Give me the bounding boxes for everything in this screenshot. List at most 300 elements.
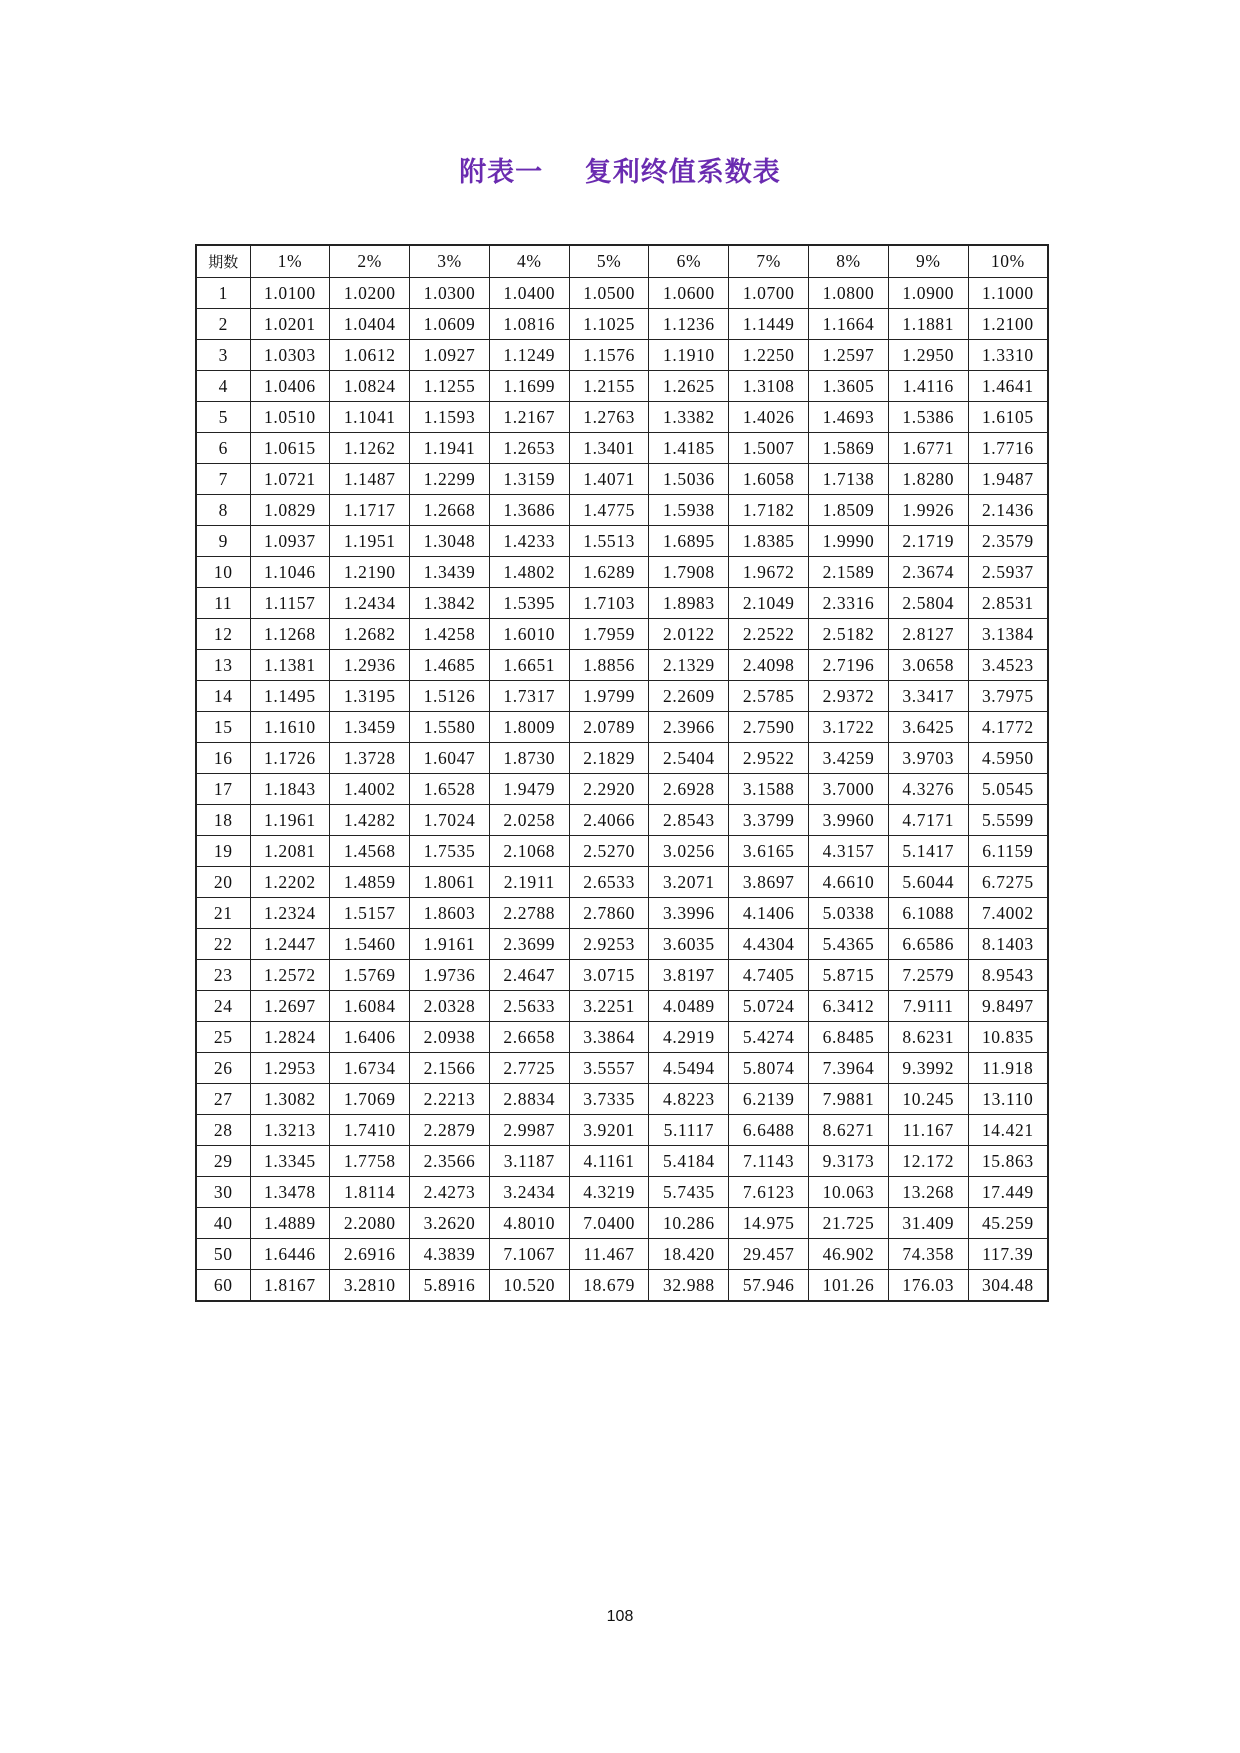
factor-cell: 1.5513 [569, 526, 649, 557]
factor-cell: 2.5182 [809, 619, 889, 650]
period-cell: 24 [196, 991, 250, 1022]
factor-cell: 7.3964 [809, 1053, 889, 1084]
factor-cell: 1.1664 [809, 309, 889, 340]
factor-cell: 1.2953 [250, 1053, 330, 1084]
factor-cell: 1.1262 [330, 433, 410, 464]
period-cell: 20 [196, 867, 250, 898]
period-cell: 3 [196, 340, 250, 371]
table-header-row [196, 245, 1048, 278]
factor-cell: 1.2682 [330, 619, 410, 650]
table-row [196, 805, 1048, 836]
factor-cell: 46.902 [809, 1239, 889, 1270]
factor-cell: 1.7138 [809, 464, 889, 495]
factor-cell: 3.6165 [729, 836, 809, 867]
factor-cell: 4.8010 [489, 1208, 569, 1239]
factor-cell: 1.3459 [330, 712, 410, 743]
factor-cell: 1.1717 [330, 495, 410, 526]
factor-cell: 11.467 [569, 1239, 649, 1270]
factor-cell: 1.7182 [729, 495, 809, 526]
table-row [196, 340, 1048, 371]
factor-cell: 1.0700 [729, 278, 809, 309]
factor-cell: 3.9703 [888, 743, 968, 774]
factor-cell: 3.7000 [809, 774, 889, 805]
factor-cell: 2.8543 [649, 805, 729, 836]
table-row [196, 495, 1048, 526]
period-cell: 26 [196, 1053, 250, 1084]
factor-cell: 32.988 [649, 1270, 729, 1302]
factor-cell: 1.2324 [250, 898, 330, 929]
factor-cell: 304.48 [968, 1270, 1048, 1302]
factor-cell: 1.4685 [410, 650, 490, 681]
factor-cell: 1.3686 [489, 495, 569, 526]
factor-cell: 2.8127 [888, 619, 968, 650]
rate-column-header: 9% [888, 245, 968, 278]
table-row [196, 402, 1048, 433]
factor-cell: 1.4641 [968, 371, 1048, 402]
factor-cell: 1.7024 [410, 805, 490, 836]
factor-cell: 1.4258 [410, 619, 490, 650]
factor-cell: 1.5386 [888, 402, 968, 433]
rate-column-header: 6% [649, 245, 729, 278]
factor-cell: 2.2213 [410, 1084, 490, 1115]
table-row [196, 991, 1048, 1022]
factor-cell: 8.6271 [809, 1115, 889, 1146]
factor-cell: 5.0545 [968, 774, 1048, 805]
factor-cell: 2.1329 [649, 650, 729, 681]
factor-cell: 7.0400 [569, 1208, 649, 1239]
factor-cell: 1.1881 [888, 309, 968, 340]
factor-cell: 10.520 [489, 1270, 569, 1302]
factor-cell: 1.6105 [968, 402, 1048, 433]
factor-cell: 1.8061 [410, 867, 490, 898]
factor-cell: 1.0927 [410, 340, 490, 371]
factor-cell: 1.9990 [809, 526, 889, 557]
factor-cell: 2.6928 [649, 774, 729, 805]
factor-cell: 2.7725 [489, 1053, 569, 1084]
page-number: 108 [606, 1608, 634, 1625]
factor-cell: 1.4185 [649, 433, 729, 464]
factor-cell: 1.6289 [569, 557, 649, 588]
factor-cell: 1.3195 [330, 681, 410, 712]
factor-cell: 8.9543 [968, 960, 1048, 991]
factor-cell: 1.8983 [649, 588, 729, 619]
factor-cell: 6.2139 [729, 1084, 809, 1115]
factor-cell: 2.4647 [489, 960, 569, 991]
factor-cell: 6.6488 [729, 1115, 809, 1146]
factor-cell: 1.0721 [250, 464, 330, 495]
period-cell: 21 [196, 898, 250, 929]
factor-cell: 13.110 [968, 1084, 1048, 1115]
factor-cell: 1.8167 [250, 1270, 330, 1302]
factor-cell: 1.1268 [250, 619, 330, 650]
factor-cell: 2.3674 [888, 557, 968, 588]
factor-cell: 4.1772 [968, 712, 1048, 743]
table-row [196, 650, 1048, 681]
factor-cell: 10.245 [888, 1084, 968, 1115]
factor-cell: 1.1495 [250, 681, 330, 712]
factor-cell: 4.3839 [410, 1239, 490, 1270]
factor-cell: 2.1068 [489, 836, 569, 867]
factor-cell: 2.5785 [729, 681, 809, 712]
table-row [196, 960, 1048, 991]
period-cell: 1 [196, 278, 250, 309]
factor-cell: 1.4116 [888, 371, 968, 402]
factor-cell: 2.2609 [649, 681, 729, 712]
factor-cell: 2.7860 [569, 898, 649, 929]
table-row [196, 774, 1048, 805]
factor-cell: 1.0600 [649, 278, 729, 309]
factor-cell: 1.4071 [569, 464, 649, 495]
table-row [196, 433, 1048, 464]
period-cell: 29 [196, 1146, 250, 1177]
factor-cell: 1.2190 [330, 557, 410, 588]
factor-cell: 2.3579 [968, 526, 1048, 557]
factor-cell: 3.2434 [489, 1177, 569, 1208]
factor-cell: 1.0937 [250, 526, 330, 557]
factor-cell: 1.9672 [729, 557, 809, 588]
factor-cell: 2.3699 [489, 929, 569, 960]
factor-cell: 12.172 [888, 1146, 968, 1177]
factor-cell: 1.8603 [410, 898, 490, 929]
factor-cell: 2.2788 [489, 898, 569, 929]
factor-cell: 3.1384 [968, 619, 1048, 650]
factor-cell: 5.8916 [410, 1270, 490, 1302]
factor-cell: 3.6035 [649, 929, 729, 960]
factor-cell: 1.6084 [330, 991, 410, 1022]
factor-cell: 1.0510 [250, 402, 330, 433]
factor-cell: 11.167 [888, 1115, 968, 1146]
factor-cell: 4.2919 [649, 1022, 729, 1053]
table-row [196, 867, 1048, 898]
factor-cell: 1.7535 [410, 836, 490, 867]
table-row [196, 619, 1048, 650]
factor-cell: 7.2579 [888, 960, 968, 991]
period-cell: 11 [196, 588, 250, 619]
factor-cell: 2.4098 [729, 650, 809, 681]
factor-cell: 1.6895 [649, 526, 729, 557]
factor-cell: 1.0300 [410, 278, 490, 309]
factor-cell: 2.2080 [330, 1208, 410, 1239]
factor-cell: 1.4802 [489, 557, 569, 588]
factor-cell: 1.8856 [569, 650, 649, 681]
factor-cell: 2.9372 [809, 681, 889, 712]
page-title: 附表一 复利终值系数表 [459, 157, 781, 188]
table-row [196, 743, 1048, 774]
factor-cell: 1.6734 [330, 1053, 410, 1084]
factor-cell: 3.0658 [888, 650, 968, 681]
factor-cell: 7.1067 [489, 1239, 569, 1270]
factor-cell: 11.918 [968, 1053, 1048, 1084]
factor-cell: 1.0824 [330, 371, 410, 402]
factor-cell: 1.5869 [809, 433, 889, 464]
factor-cell: 1.3310 [968, 340, 1048, 371]
factor-cell: 2.6533 [569, 867, 649, 898]
table-row [196, 526, 1048, 557]
factor-cell: 18.679 [569, 1270, 649, 1302]
factor-cell: 1.0100 [250, 278, 330, 309]
factor-cell: 1.5395 [489, 588, 569, 619]
table-row [196, 898, 1048, 929]
factor-cell: 7.9111 [888, 991, 968, 1022]
factor-cell: 9.3992 [888, 1053, 968, 1084]
factor-cell: 176.03 [888, 1270, 968, 1302]
factor-cell: 4.1406 [729, 898, 809, 929]
factor-cell: 1.3082 [250, 1084, 330, 1115]
factor-cell: 2.5937 [968, 557, 1048, 588]
factor-cell: 1.4282 [330, 805, 410, 836]
factor-cell: 1.1941 [410, 433, 490, 464]
table-row [196, 278, 1048, 309]
factor-cell: 1.5157 [330, 898, 410, 929]
factor-cell: 7.1143 [729, 1146, 809, 1177]
factor-cell: 1.3605 [809, 371, 889, 402]
factor-cell: 1.0201 [250, 309, 330, 340]
factor-cell: 2.1829 [569, 743, 649, 774]
factor-cell: 1.5036 [649, 464, 729, 495]
period-cell: 23 [196, 960, 250, 991]
period-cell: 50 [196, 1239, 250, 1270]
factor-cell: 2.3966 [649, 712, 729, 743]
factor-cell: 2.8834 [489, 1084, 569, 1115]
factor-cell: 1.1843 [250, 774, 330, 805]
factor-cell: 1.4693 [809, 402, 889, 433]
factor-cell: 6.6586 [888, 929, 968, 960]
factor-cell: 10.835 [968, 1022, 1048, 1053]
factor-cell: 1.7103 [569, 588, 649, 619]
factor-cell: 5.1117 [649, 1115, 729, 1146]
factor-cell: 4.3276 [888, 774, 968, 805]
factor-cell: 1.3401 [569, 433, 649, 464]
factor-cell: 1.0615 [250, 433, 330, 464]
factor-cell: 1.5580 [410, 712, 490, 743]
factor-cell: 2.0938 [410, 1022, 490, 1053]
factor-cell: 2.4273 [410, 1177, 490, 1208]
factor-cell: 1.2668 [410, 495, 490, 526]
period-cell: 40 [196, 1208, 250, 1239]
table-row [196, 588, 1048, 619]
factor-cell: 2.3566 [410, 1146, 490, 1177]
factor-cell: 1.9161 [410, 929, 490, 960]
factor-cell: 1.8385 [729, 526, 809, 557]
factor-cell: 2.0122 [649, 619, 729, 650]
factor-cell: 1.0900 [888, 278, 968, 309]
factor-cell: 6.1088 [888, 898, 968, 929]
factor-cell: 9.3173 [809, 1146, 889, 1177]
rate-column-header: 7% [729, 245, 809, 278]
factor-cell: 1.8730 [489, 743, 569, 774]
factor-cell: 3.2251 [569, 991, 649, 1022]
factor-cell: 4.6610 [809, 867, 889, 898]
table-row [196, 464, 1048, 495]
factor-cell: 1.3842 [410, 588, 490, 619]
factor-cell: 2.0328 [410, 991, 490, 1022]
factor-cell: 74.358 [888, 1239, 968, 1270]
factor-cell: 1.3478 [250, 1177, 330, 1208]
period-cell: 10 [196, 557, 250, 588]
factor-cell: 1.4026 [729, 402, 809, 433]
factor-cell: 1.0500 [569, 278, 649, 309]
factor-cell: 1.3439 [410, 557, 490, 588]
factor-cell: 6.8485 [809, 1022, 889, 1053]
factor-cell: 2.7196 [809, 650, 889, 681]
factor-cell: 1.1255 [410, 371, 490, 402]
factor-cell: 1.6528 [410, 774, 490, 805]
factor-cell: 1.5126 [410, 681, 490, 712]
factor-cell: 1.7758 [330, 1146, 410, 1177]
factor-cell: 3.3417 [888, 681, 968, 712]
factor-cell: 1.8280 [888, 464, 968, 495]
factor-cell: 1.0406 [250, 371, 330, 402]
factor-cell: 1.2434 [330, 588, 410, 619]
factor-cell: 1.0816 [489, 309, 569, 340]
factor-cell: 1.6651 [489, 650, 569, 681]
factor-cell: 3.5557 [569, 1053, 649, 1084]
factor-cell: 2.0789 [569, 712, 649, 743]
period-cell: 22 [196, 929, 250, 960]
factor-cell: 1.6771 [888, 433, 968, 464]
factor-cell: 1.4775 [569, 495, 649, 526]
factor-cell: 5.0724 [729, 991, 809, 1022]
factor-cell: 1.3048 [410, 526, 490, 557]
factor-cell: 5.5599 [968, 805, 1048, 836]
factor-cell: 4.4304 [729, 929, 809, 960]
factor-cell: 2.2920 [569, 774, 649, 805]
table-row [196, 1177, 1048, 1208]
factor-cell: 1.0303 [250, 340, 330, 371]
factor-cell: 1.1041 [330, 402, 410, 433]
factor-cell: 2.5804 [888, 588, 968, 619]
period-cell: 60 [196, 1270, 250, 1302]
table-row [196, 712, 1048, 743]
factor-cell: 3.7335 [569, 1084, 649, 1115]
factor-cell: 2.5633 [489, 991, 569, 1022]
factor-cell: 10.063 [809, 1177, 889, 1208]
factor-cell: 1.4568 [330, 836, 410, 867]
factor-cell: 9.8497 [968, 991, 1048, 1022]
factor-cell: 5.4184 [649, 1146, 729, 1177]
factor-cell: 5.1417 [888, 836, 968, 867]
factor-cell: 18.420 [649, 1239, 729, 1270]
period-cell: 6 [196, 433, 250, 464]
period-cell: 4 [196, 371, 250, 402]
period-cell: 13 [196, 650, 250, 681]
table-row [196, 1084, 1048, 1115]
factor-cell: 45.259 [968, 1208, 1048, 1239]
factor-cell: 14.421 [968, 1115, 1048, 1146]
factor-cell: 1.1000 [968, 278, 1048, 309]
table-row [196, 1270, 1048, 1302]
factor-cell: 5.8715 [809, 960, 889, 991]
factor-cell: 1.3213 [250, 1115, 330, 1146]
factor-cell: 1.2100 [968, 309, 1048, 340]
factor-cell: 1.2447 [250, 929, 330, 960]
factor-cell: 3.1722 [809, 712, 889, 743]
factor-cell: 2.5270 [569, 836, 649, 867]
factor-cell: 1.1249 [489, 340, 569, 371]
factor-cell: 4.7405 [729, 960, 809, 991]
factor-cell: 2.9253 [569, 929, 649, 960]
factor-cell: 1.5007 [729, 433, 809, 464]
factor-cell: 1.4889 [250, 1208, 330, 1239]
factor-cell: 3.0256 [649, 836, 729, 867]
factor-cell: 8.1403 [968, 929, 1048, 960]
factor-cell: 31.409 [888, 1208, 968, 1239]
factor-cell: 2.1911 [489, 867, 569, 898]
factor-cell: 8.6231 [888, 1022, 968, 1053]
period-cell: 19 [196, 836, 250, 867]
factor-cell: 117.39 [968, 1239, 1048, 1270]
factor-cell: 4.7171 [888, 805, 968, 836]
factor-cell: 1.2299 [410, 464, 490, 495]
factor-cell: 1.6010 [489, 619, 569, 650]
factor-cell: 6.3412 [809, 991, 889, 1022]
factor-cell: 2.7590 [729, 712, 809, 743]
factor-cell: 3.0715 [569, 960, 649, 991]
rate-column-header: 4% [489, 245, 569, 278]
factor-cell: 4.3219 [569, 1177, 649, 1208]
rate-column-header: 1% [250, 245, 330, 278]
factor-cell: 1.8114 [330, 1177, 410, 1208]
factor-cell: 21.725 [809, 1208, 889, 1239]
factor-cell: 5.4274 [729, 1022, 809, 1053]
factor-cell: 2.2879 [410, 1115, 490, 1146]
factor-cell: 1.6058 [729, 464, 809, 495]
factor-cell: 1.1726 [250, 743, 330, 774]
factor-cell: 3.9201 [569, 1115, 649, 1146]
factor-cell: 3.1187 [489, 1146, 569, 1177]
factor-cell: 2.0258 [489, 805, 569, 836]
factor-cell: 2.8531 [968, 588, 1048, 619]
factor-cell: 2.9987 [489, 1115, 569, 1146]
factor-cell: 1.2950 [888, 340, 968, 371]
factor-cell: 1.2081 [250, 836, 330, 867]
factor-cell: 1.2653 [489, 433, 569, 464]
factor-cell: 1.1610 [250, 712, 330, 743]
factor-cell: 1.9736 [410, 960, 490, 991]
factor-cell: 4.5950 [968, 743, 1048, 774]
factor-cell: 1.2625 [649, 371, 729, 402]
rate-column-header: 2% [330, 245, 410, 278]
factor-cell: 4.1161 [569, 1146, 649, 1177]
factor-cell: 1.8509 [809, 495, 889, 526]
factor-cell: 2.1566 [410, 1053, 490, 1084]
factor-cell: 1.2202 [250, 867, 330, 898]
table-row [196, 836, 1048, 867]
period-cell: 17 [196, 774, 250, 805]
period-cell: 18 [196, 805, 250, 836]
factor-cell: 1.5938 [649, 495, 729, 526]
factor-cell: 5.4365 [809, 929, 889, 960]
factor-cell: 1.2572 [250, 960, 330, 991]
factor-cell: 1.2167 [489, 402, 569, 433]
rate-column-header: 10% [968, 245, 1048, 278]
factor-cell: 1.6047 [410, 743, 490, 774]
period-cell: 25 [196, 1022, 250, 1053]
factor-cell: 1.3382 [649, 402, 729, 433]
factor-cell: 1.7317 [489, 681, 569, 712]
factor-cell: 3.1588 [729, 774, 809, 805]
factor-cell: 1.1046 [250, 557, 330, 588]
factor-cell: 1.0400 [489, 278, 569, 309]
factor-cell: 1.9799 [569, 681, 649, 712]
factor-cell: 3.3799 [729, 805, 809, 836]
factor-cell: 1.4859 [330, 867, 410, 898]
factor-cell: 1.7908 [649, 557, 729, 588]
period-cell: 9 [196, 526, 250, 557]
factor-cell: 1.5769 [330, 960, 410, 991]
factor-cell: 3.2071 [649, 867, 729, 898]
factor-cell: 1.9479 [489, 774, 569, 805]
